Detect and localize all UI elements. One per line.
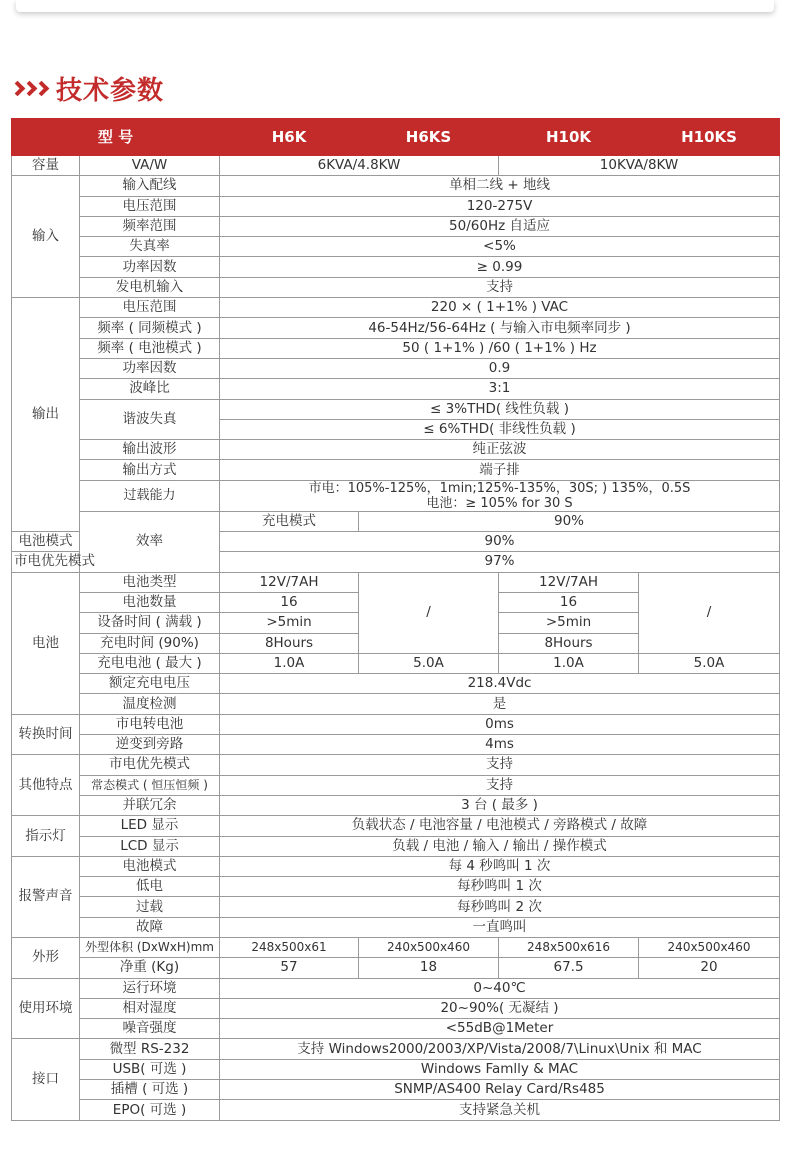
row-label: EPO( 可选 ) xyxy=(80,1100,220,1120)
cell-value: ≤ 6%THD( 非线性负载 ) xyxy=(220,419,780,439)
table-row xyxy=(12,958,780,978)
cell-value: 8Hours xyxy=(220,633,359,653)
row-label: 输出波形 xyxy=(80,440,220,460)
category-interface: 接口 xyxy=(12,1039,80,1120)
table-row xyxy=(12,836,780,856)
row-label: 市电转电池 xyxy=(80,714,220,734)
table-row xyxy=(12,897,780,917)
cell-value: <55dB@1Meter xyxy=(220,1019,780,1039)
table-row xyxy=(12,714,780,734)
cell-value: 218.4Vdc xyxy=(220,674,780,694)
cell-value: 每秒鸣叫 2 次 xyxy=(220,897,780,917)
cell-value: 是 xyxy=(220,694,780,714)
cell-value: 90% xyxy=(220,532,780,552)
cell-value: 4ms xyxy=(220,735,780,755)
cell-value: 5.0A xyxy=(639,653,780,673)
overload-line-2: 电池：≥ 105% for 30 S xyxy=(426,495,573,511)
cell-value: 16 xyxy=(220,592,359,612)
table-row xyxy=(12,775,780,795)
cell-value: 16 xyxy=(499,592,639,612)
table-row xyxy=(12,937,780,957)
table-row xyxy=(12,877,780,897)
table-row xyxy=(12,998,780,1018)
cell-value: 57 xyxy=(220,958,359,978)
table-row xyxy=(12,156,780,176)
table-row xyxy=(12,816,780,836)
row-label: 噪音强度 xyxy=(80,1019,220,1039)
table-row xyxy=(12,1019,780,1039)
row-label: VA/W xyxy=(80,156,220,176)
table-row xyxy=(12,338,780,358)
category-alarm: 报警声音 xyxy=(12,856,80,937)
table-row xyxy=(12,460,780,480)
row-label: 运行环境 xyxy=(80,978,220,998)
cell-value: 0.9 xyxy=(220,358,780,378)
table-row xyxy=(12,257,780,277)
table-row xyxy=(12,674,780,694)
table-row xyxy=(12,917,780,937)
table-row xyxy=(12,480,780,511)
row-label: 功率因数 xyxy=(80,257,220,277)
header-h6k: H6K xyxy=(220,119,359,156)
row-label: 电压范围 xyxy=(80,298,220,318)
row-label: 低电 xyxy=(80,877,220,897)
row-label: 电池模式 xyxy=(80,856,220,876)
overload-cell xyxy=(220,480,780,511)
row-label: 频率范围 xyxy=(80,216,220,236)
row-label: 设备时间 ( 满载 ) xyxy=(80,613,220,633)
row-label: 充电电池 ( 最大 ) xyxy=(80,653,220,673)
row-label: 电池类型 xyxy=(80,572,220,592)
row-label: 波峰比 xyxy=(80,379,220,399)
cell-value: 每 4 秒鸣叫 1 次 xyxy=(220,856,780,876)
spec-table xyxy=(11,118,780,1121)
row-label: 电池模式 xyxy=(12,532,80,552)
row-label: 逆变到旁路 xyxy=(80,735,220,755)
cell-value: 支持 xyxy=(220,775,780,795)
row-label: 过载 xyxy=(80,897,220,917)
header-h10ks: H10KS xyxy=(639,119,780,156)
cell-value: 20~90%( 无凝结 ) xyxy=(220,998,780,1018)
row-label: 净重 (Kg) xyxy=(80,958,220,978)
cell-value: 支持 xyxy=(220,277,780,297)
row-label: LED 显示 xyxy=(80,816,220,836)
row-label: 市电优先模式 xyxy=(80,755,220,775)
cell-value: 5.0A xyxy=(359,653,499,673)
section-heading xyxy=(12,68,164,108)
cell-value: 0~40℃ xyxy=(220,978,780,998)
table-row xyxy=(12,379,780,399)
category-indicator: 指示灯 xyxy=(12,816,80,857)
cell-value: 支持 Windows2000/2003/XP/Vista/2008/7\Linux\Unix 和 MAC xyxy=(220,1039,780,1059)
row-label: 充电时间 (90%) xyxy=(80,633,220,653)
cell-value: 248x500x61 xyxy=(220,937,359,957)
row-label: 充电模式 xyxy=(220,511,359,531)
table-row xyxy=(12,795,780,815)
cell-value: 8Hours xyxy=(499,633,639,653)
row-label: 温度检测 xyxy=(80,694,220,714)
cell-value: / xyxy=(359,572,499,653)
cell-value: 6KVA/4.8KW xyxy=(220,156,499,176)
table-row xyxy=(12,735,780,755)
cell-value: 负载 / 电池 / 输入 / 输出 / 操作模式 xyxy=(220,836,780,856)
row-label: 功率因数 xyxy=(80,358,220,378)
row-label: 插槽 ( 可选 ) xyxy=(80,1080,220,1100)
header-h10k: H10K xyxy=(499,119,639,156)
cell-value: 50 ( 1+1% ) /60 ( 1+1% ) Hz xyxy=(220,338,780,358)
row-label: 发电机输入 xyxy=(80,277,220,297)
row-label: 故障 xyxy=(80,917,220,937)
table-row xyxy=(12,298,780,318)
cell-value: / xyxy=(639,572,780,653)
table-row xyxy=(12,755,780,775)
header-h6ks: H6KS xyxy=(359,119,499,156)
table-row xyxy=(12,511,780,531)
row-label: 过载能力 xyxy=(80,480,220,511)
cell-value: >5min xyxy=(220,613,359,633)
table-row xyxy=(12,216,780,236)
cell-value: 支持紧急关机 xyxy=(220,1100,780,1120)
row-label: 相对湿度 xyxy=(80,998,220,1018)
cell-value: 240x500x460 xyxy=(639,937,780,957)
table-row xyxy=(12,196,780,216)
cell-value: 12V/7AH xyxy=(220,572,359,592)
table-row xyxy=(12,1059,780,1079)
header-model: 型 号 xyxy=(12,119,220,156)
table-row xyxy=(12,653,780,673)
table-row xyxy=(12,856,780,876)
cell-value: 每秒鸣叫 1 次 xyxy=(220,877,780,897)
cell-value: >5min xyxy=(499,613,639,633)
row-label: 外型体积 (DxWxH)mm xyxy=(80,937,220,957)
table-row xyxy=(12,572,780,592)
cell-value: 1.0A xyxy=(220,653,359,673)
cell-value: 18 xyxy=(359,958,499,978)
overload-line-1: 市电：105%-125%，1min;125%-135%，30S; ) 135%，0.5S xyxy=(308,480,691,496)
cell-value: 端子排 xyxy=(220,460,780,480)
cell-value: SNMP/AS400 Relay Card/Rs485 xyxy=(220,1080,780,1100)
cell-value: 3 台 ( 最多 ) xyxy=(220,795,780,815)
table-row xyxy=(12,1039,780,1059)
table-row xyxy=(12,277,780,297)
row-label: 输入配线 xyxy=(80,176,220,196)
row-label: 谐波失真 xyxy=(80,399,220,440)
table-row xyxy=(12,440,780,460)
table-row xyxy=(12,694,780,714)
cell-value: <5% xyxy=(220,237,780,257)
row-label: 失真率 xyxy=(80,237,220,257)
cell-value: 50/60Hz 自适应 xyxy=(220,216,780,236)
category-capacity: 容量 xyxy=(12,156,80,176)
category-appearance: 外形 xyxy=(12,937,80,978)
cell-value: ≤ 3%THD( 线性负载 ) xyxy=(220,399,780,419)
cell-value: ≥ 0.99 xyxy=(220,257,780,277)
cell-value: 12V/7AH xyxy=(499,572,639,592)
cell-value: 97% xyxy=(220,552,780,572)
cell-value: 1.0A xyxy=(499,653,639,673)
cell-value: 46-54Hz/56-64Hz ( 与输入市电频率同步 ) xyxy=(220,318,780,338)
row-label: 常态模式 ( 恒压恒频 ) xyxy=(80,775,220,795)
cell-value: 负载状态 / 电池容量 / 电池模式 / 旁路模式 / 故障 xyxy=(220,816,780,836)
category-output: 输出 xyxy=(12,298,80,532)
cell-value: 0ms xyxy=(220,714,780,734)
row-label: 市电优先模式 xyxy=(12,552,80,572)
cell-value: 一直鸣叫 xyxy=(220,917,780,937)
cell-value: 67.5 xyxy=(499,958,639,978)
cell-value: 248x500x616 xyxy=(499,937,639,957)
cell-value: 支持 xyxy=(220,755,780,775)
row-label: 并联冗余 xyxy=(80,795,220,815)
category-battery: 电池 xyxy=(12,572,80,714)
row-label: 电池数量 xyxy=(80,592,220,612)
table-row xyxy=(12,1100,780,1120)
category-environment: 使用环境 xyxy=(12,978,80,1039)
cell-value: 20 xyxy=(639,958,780,978)
table-row xyxy=(12,358,780,378)
row-label: 频率 ( 电池模式 ) xyxy=(80,338,220,358)
cell-value: 240x500x460 xyxy=(359,937,499,957)
cell-value: 120-275V xyxy=(220,196,780,216)
row-label: 输出方式 xyxy=(80,460,220,480)
category-efficiency: 效率 xyxy=(80,511,220,572)
table-row xyxy=(12,399,780,419)
table-row xyxy=(12,318,780,338)
cell-value: 220 × ( 1+1% ) VAC xyxy=(220,298,780,318)
table-row xyxy=(12,176,780,196)
cell-value: 90% xyxy=(359,511,780,531)
table-header-row xyxy=(12,119,780,156)
triple-chevron-icon xyxy=(12,83,48,94)
category-input: 输入 xyxy=(12,176,80,298)
cell-value: 单相二线 + 地线 xyxy=(220,176,780,196)
section-title: 技术参数 xyxy=(56,75,165,106)
top-card-edge xyxy=(16,0,774,12)
cell-value: Windows Famlly & MAC xyxy=(220,1059,780,1079)
table-row xyxy=(12,1080,780,1100)
row-label: 微型 RS-232 xyxy=(80,1039,220,1059)
cell-value: 3:1 xyxy=(220,379,780,399)
category-transfer: 转换时间 xyxy=(12,714,80,755)
table-row xyxy=(12,978,780,998)
category-other: 其他特点 xyxy=(12,755,80,816)
cell-value: 纯正弦波 xyxy=(220,440,780,460)
row-label: LCD 显示 xyxy=(80,836,220,856)
row-label: 额定充电电压 xyxy=(80,674,220,694)
table-row xyxy=(12,237,780,257)
row-label: USB( 可选 ) xyxy=(80,1059,220,1079)
row-label: 频率 ( 同频模式 ) xyxy=(80,318,220,338)
cell-value: 10KVA/8KW xyxy=(499,156,780,176)
row-label: 电压范围 xyxy=(80,196,220,216)
